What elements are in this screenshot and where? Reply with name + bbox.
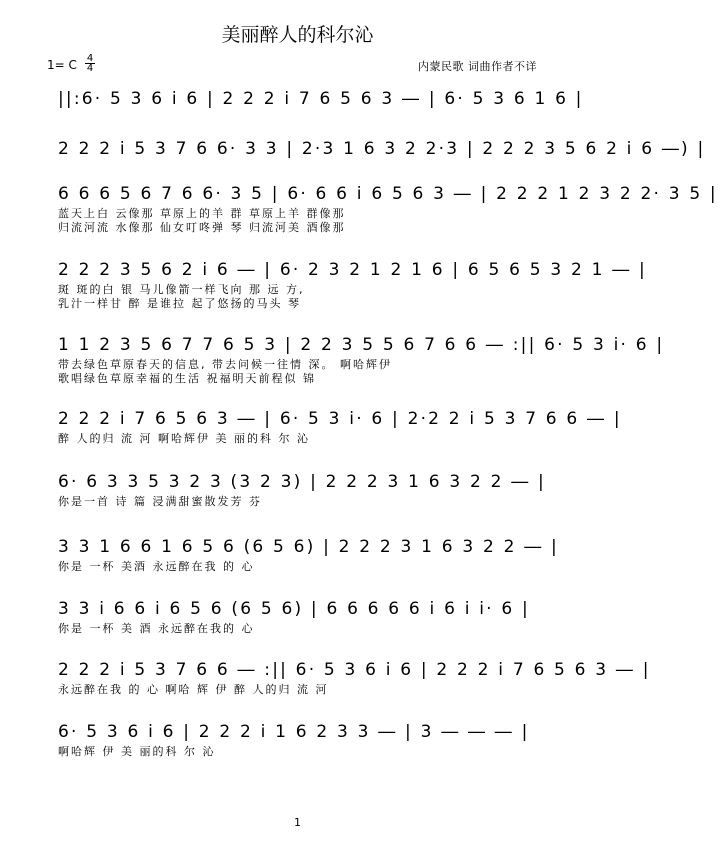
song-source: 内蒙民歌 词曲作者不详 [418,60,537,73]
notation: 2 2 2 i 7 6 5 6 3 ― | 6· 5 3 i· 6 | 2·2 2 i 5 3 7 6 6 ― | [58,409,622,429]
notation: 2 2 2 3 5 6 2 i 6 ― | 6· 2 3 2 1 2 1 6 | 6 5 6 5 3 2 1 ― | [58,260,647,280]
notation: 3 3 1 6 6 1 6 5 6 (6 5 6) | 2 2 2 3 1 6 3 2 2 ― | [58,537,559,557]
lyric-verse-1: 你是 一杯 美 酒 永远醉在我的 心 [58,622,255,635]
lyric-verse-1: 带去绿色草原春天的信息, 带去问候一往情 深。 啊哈辉伊 [58,358,392,371]
lyric-verse-1: 蓝天上白 云像那 草原上的羊 群 草原上羊 群像那 [58,207,346,220]
song-title: 美丽醉人的科尔沁 [221,24,374,46]
lyric-verse-1: 永远醉在我 的 心 啊哈 辉 伊 醉 人的归 流 河 [58,683,329,696]
lyric-verse-2: 歌唱绿色草原幸福的生活 祝福明天前程似 锦 [58,372,316,385]
notation: 2 2 2 i 5 3 7 6 6 ― :|| 6· 5 3 6 i 6 | 2 2 2 i 7 6 5 6 3 ― | [58,660,651,680]
lyric-verse-1: 醉 人的归 流 河 啊哈辉伊 美 丽的科 尔 沁 [58,432,310,445]
notation: 1 1 2 3 5 6 7 7 6 5 3 | 2 2 3 5 5 6 7 6 6 ― :|| 6· 5 3 i· 6 | [58,335,665,355]
key-signature: 1= C [47,58,77,72]
lyric-verse-2: 乳汁一样甘 醉 是谁拉 起了悠扬的马头 琴 [58,297,301,310]
notation: 6· 5 3 6 i 6 | 2 2 2 i 1 6 2 3 3 ― | 3 ― ― ― | [58,722,530,742]
notation: 6· 6 3 3 5 3 2 3 (3 2 3) | 2 2 2 3 1 6 3 2 2 ― | [58,472,546,492]
notation: ||:6· 5 3 6 i 6 | 2 2 2 i 7 6 5 6 3 ― | 6· 5 3 6 1 6 | [58,89,584,109]
notation: 3 3 i 6 6 i 6 5 6 (6 5 6) | 6 6 6 6 6 i 6 i i· 6 | [58,599,530,619]
page-number: 1 [294,816,301,829]
notation: 2 2 2 i 5 3 7 6 6· 3 3 | 2·3 1 6 3 2 2·3 | 2 2 2 3 5 6 2 i 6 ―) | [58,139,706,159]
lyric-verse-1: 你是 一杯 美酒 永远醉在我 的 心 [58,560,255,573]
meter-top: 4 [86,53,94,64]
lyric-verse-1: 斑 斑的白 银 马儿像箭一样飞向 那 远 方, [58,283,305,296]
time-signature [84,54,96,73]
lyric-verse-1: 啊哈辉 伊 美 丽的科 尔 沁 [58,745,216,758]
meter-bottom: 4 [86,63,94,74]
notation: 6 6 6 5 6 7 6 6· 3 5 | 6· 6 6 i 6 5 6 3 ― | 2 2 2 1 2 3 2 2· 3 5 | [58,184,718,204]
lyric-verse-1: 你是一首 诗 篇 浸满甜蜜散发芳 芬 [58,495,262,508]
lyric-verse-2: 归流河流 水像那 仙女叮咚弹 琴 归流河美 酒像那 [58,221,346,234]
